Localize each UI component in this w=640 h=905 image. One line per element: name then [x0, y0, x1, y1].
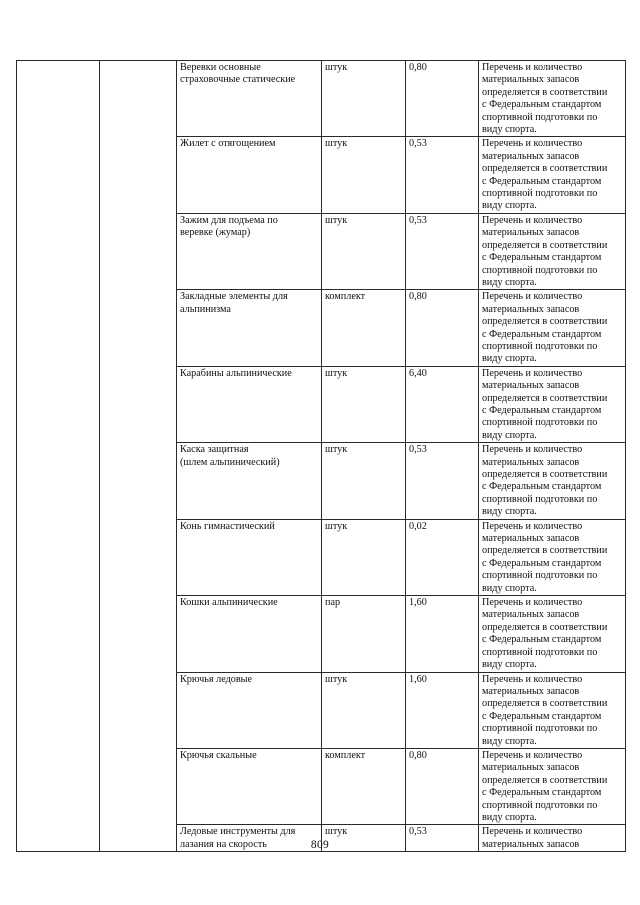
unit-of-measure: штук [325, 367, 348, 379]
item-name-cell [177, 366, 322, 442]
unit-of-measure: штук [325, 214, 348, 226]
item-name: Веревки основные страховочные статические [180, 62, 296, 86]
quantity-value: 0,80 [409, 62, 427, 73]
item-name: Жилет с отягощением [180, 138, 276, 150]
item-name: Каска защитная (шлем альпинический) [180, 444, 280, 468]
quantity-value: 1,60 [409, 597, 427, 609]
unit-of-measure: комплект [325, 749, 366, 761]
note-cell [479, 366, 626, 442]
note-cell [479, 443, 626, 519]
item-name-cell [177, 213, 322, 289]
unit-of-measure: пар [325, 597, 341, 609]
quantity-cell [406, 213, 479, 289]
unit-cell [322, 61, 406, 137]
item-name-cell [177, 290, 322, 366]
quantity-cell [406, 61, 479, 137]
note-text: Перечень и количество материальных запасов определяется в соответствии с Федеральным стандартом спортивной подготовки по виду спорта. [482, 367, 608, 441]
quantity-value: 6,40 [409, 367, 427, 379]
item-name-cell [177, 596, 322, 672]
item-name-cell [177, 748, 322, 824]
item-name-cell [177, 61, 322, 137]
quantity-cell [406, 443, 479, 519]
note-cell [479, 672, 626, 748]
equipment-table [16, 60, 626, 852]
quantity-value: 0,80 [409, 749, 427, 761]
unit-cell [322, 596, 406, 672]
quantity-value: 0,53 [409, 214, 427, 226]
note-cell [479, 137, 626, 213]
item-name-cell [177, 519, 322, 595]
unit-of-measure: штук [325, 673, 348, 685]
item-name: Кошки альпинические [180, 597, 278, 609]
empty-column-cell [17, 61, 100, 852]
note-text: Перечень и количество материальных запасов определяется в соответствии с Федеральным стандартом спортивной подготовки по виду спорта. [482, 214, 608, 288]
unit-of-measure: штук [325, 520, 348, 532]
quantity-value: 0,02 [409, 520, 427, 532]
item-name-cell [177, 137, 322, 213]
item-name: Крючья скальные [180, 749, 257, 761]
unit-cell [322, 443, 406, 519]
note-text: Перечень и количество материальных запасов определяется в соответствии с Федеральным стандартом спортивной подготовки по виду спорта. [482, 138, 608, 212]
unit-of-measure: штук [325, 62, 348, 73]
item-name: Конь гимнастический [180, 520, 275, 532]
quantity-value: 0,80 [409, 291, 427, 303]
unit-of-measure: штук [325, 826, 348, 838]
unit-cell [322, 366, 406, 442]
note-text: Перечень и количество материальных запасов определяется в соответствии с Федеральным стандартом спортивной подготовки по виду спорта. [482, 520, 608, 594]
item-name: Ледовые инструменты для лазания на скорость [180, 826, 296, 850]
note-text: Перечень и количество материальных запасов [482, 826, 583, 850]
item-name: Крючья ледовые [180, 673, 253, 685]
note-text: Перечень и количество материальных запасов определяется в соответствии с Федеральным стандартом спортивной подготовки по виду спорта. [482, 673, 608, 747]
note-cell [479, 748, 626, 824]
item-name-cell [177, 443, 322, 519]
unit-cell [322, 290, 406, 366]
note-text: Перечень и количество материальных запасов определяется в соответствии с Федеральным стандартом спортивной подготовки по виду спорта. [482, 749, 608, 823]
item-name: Карабины альпинические [180, 367, 292, 379]
empty-column-cell [100, 61, 177, 852]
quantity-value: 0,53 [409, 826, 427, 838]
note-cell [479, 596, 626, 672]
item-name-cell [177, 672, 322, 748]
item-name: Зажим для подъема по веревке (жумар) [180, 214, 278, 239]
table-row [17, 61, 626, 137]
unit-of-measure: комплект [325, 291, 366, 303]
unit-cell [322, 519, 406, 595]
note-text: Перечень и количество материальных запасов определяется в соответствии с Федеральным стандартом спортивной подготовки по виду спорта. [482, 444, 608, 518]
unit-cell [322, 213, 406, 289]
unit-of-measure: штук [325, 444, 348, 456]
quantity-cell [406, 748, 479, 824]
note-cell [479, 61, 626, 137]
unit-cell [322, 672, 406, 748]
unit-of-measure: штук [325, 138, 348, 150]
quantity-cell [406, 137, 479, 213]
note-text: Перечень и количество материальных запасов определяется в соответствии с Федеральным стандартом спортивной подготовки по виду спорта. [482, 291, 608, 365]
quantity-cell [406, 596, 479, 672]
quantity-cell [406, 672, 479, 748]
quantity-cell [406, 366, 479, 442]
note-cell [479, 213, 626, 289]
quantity-value: 1,60 [409, 673, 427, 685]
quantity-cell [406, 290, 479, 366]
quantity-value: 0,53 [409, 138, 427, 150]
quantity-cell [406, 519, 479, 595]
page-number: 809 [310, 839, 330, 851]
quantity-value: 0,53 [409, 444, 427, 456]
item-name: Закладные элементы для альпинизма [180, 291, 288, 315]
unit-cell [322, 137, 406, 213]
note-cell [479, 290, 626, 366]
note-cell [479, 519, 626, 595]
note-text: Перечень и количество материальных запасов определяется в соответствии с Федеральным стандартом спортивной подготовки по виду спорта. [482, 62, 608, 136]
unit-cell [322, 748, 406, 824]
note-text: Перечень и количество материальных запасов определяется в соответствии с Федеральным стандартом спортивной подготовки по виду спорта. [482, 597, 608, 671]
